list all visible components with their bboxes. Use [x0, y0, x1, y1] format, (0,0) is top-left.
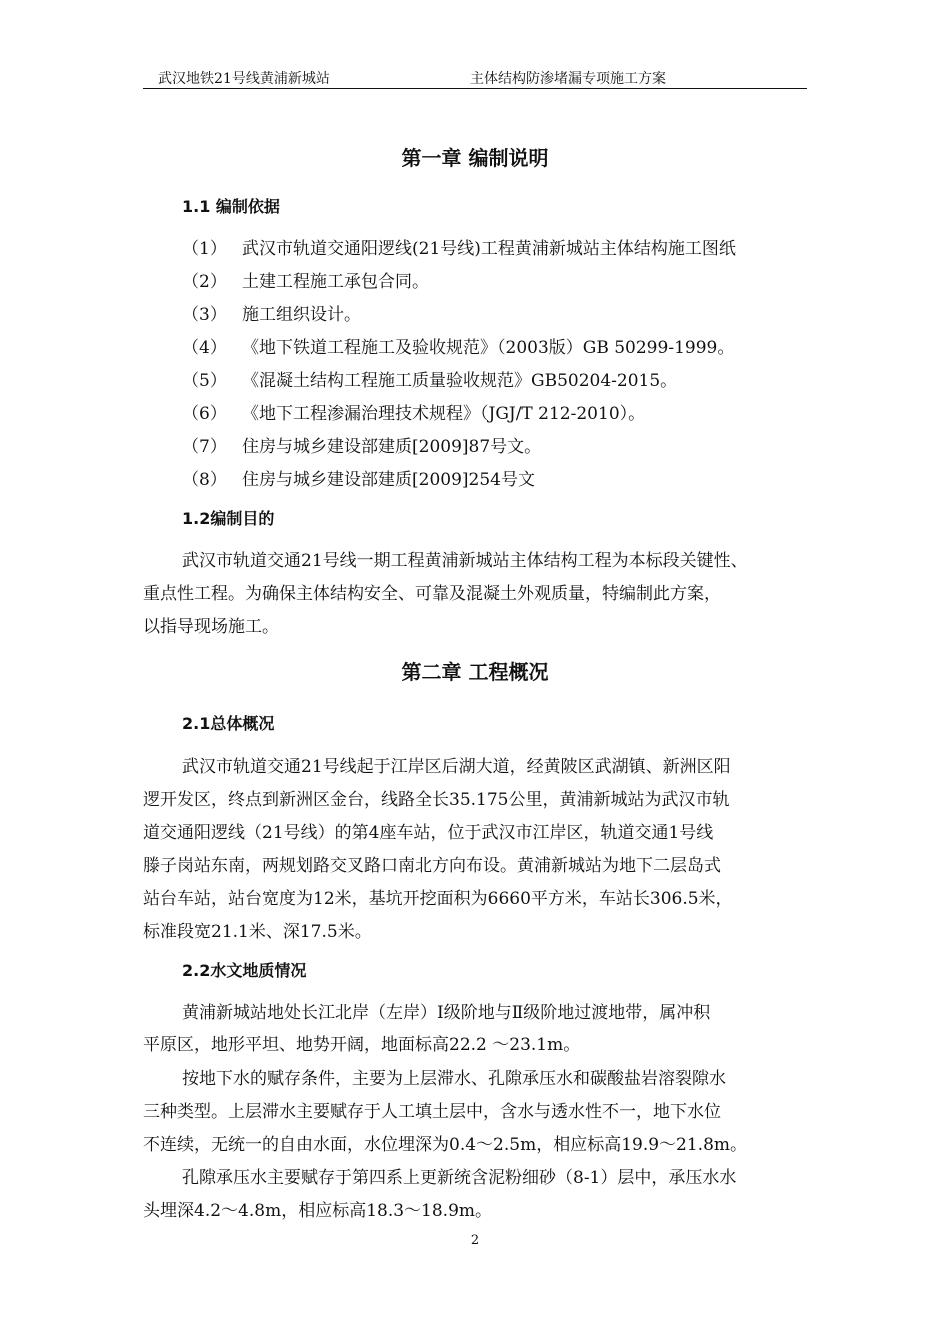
- header-project-name: 武汉地铁21号线黄浦新城站: [158, 71, 330, 87]
- list-item: （6） 《地下工程渗漏治理技术规程》（JGJ/T 212-2010）。: [182, 404, 646, 424]
- paragraph-line: 站台车站，站台宽度为12米，基坑开挖面积为6660平方米，车站长306.5米，: [143, 889, 733, 909]
- paragraph-line: 武汉市轨道交通21号线起于江岸区后湖大道，经黄陂区武湖镇、新洲区阳: [182, 757, 731, 777]
- list-item: （1） 武汉市轨道交通阳逻线(21号线)工程黄浦新城站主体结构施工图纸: [182, 239, 736, 259]
- list-item: （3） 施工组织设计。: [182, 305, 361, 325]
- list-item: （5） 《混凝土结构工程施工质量验收规范》GB50204-2015。: [182, 371, 678, 391]
- paragraph-line: 武汉市轨道交通21号线一期工程黄浦新城站主体结构工程为本标段关键性、: [182, 551, 748, 571]
- section-1-1-title: 1.1 编制依据: [182, 197, 280, 216]
- list-item: （8） 住房与城乡建设部建质[2009]254号文: [182, 470, 535, 490]
- paragraph-line: 孔隙承压水主要赋存于第四系上更新统含泥粉细砂（8-1）层中，承压水水: [182, 1168, 737, 1188]
- section-2-1-title: 2.1总体概况: [182, 714, 275, 733]
- paragraph-line: 黄浦新城站地处长江北岸（左岸）Ⅰ级阶地与Ⅱ级阶地过渡地带，属冲积: [182, 1003, 711, 1023]
- chapter1-title: 第一章 编制说明: [401, 146, 549, 170]
- paragraph-line: 头埋深4.2～4.8m，相应标高18.3～18.9m。: [143, 1201, 493, 1221]
- list-item: （7） 住房与城乡建设部建质[2009]87号文。: [182, 437, 542, 457]
- list-item: （4） 《地下铁道工程施工及验收规范》（2003版）GB 50299-1999。: [182, 338, 735, 358]
- section-2-2-title: 2.2水文地质情况: [182, 961, 307, 980]
- list-item: （2） 土建工程施工承包合同。: [182, 272, 429, 292]
- paragraph-line: 重点性工程。为确保主体结构安全、可靠及混凝土外观质量，特编制此方案，: [143, 584, 721, 604]
- page-number: 2: [470, 1233, 480, 1248]
- paragraph-line: 不连续，无统一的自由水面，水位埋深为0.4～2.5m，相应标高19.9～21.8m。: [143, 1135, 748, 1155]
- paragraph-line: 按地下水的赋存条件，主要为上层滞水、孔隙承压水和碳酸盐岩溶裂隙水: [182, 1069, 726, 1089]
- paragraph-line: 以指导现场施工。: [143, 617, 279, 637]
- header-document-title: 主体结构防渗堵漏专项施工方案: [470, 71, 666, 87]
- paragraph-line: 滕子岗站东南，两规划路交叉路口南北方向布设。黄浦新城站为地下二层岛式: [143, 856, 721, 876]
- page-header: [143, 66, 807, 89]
- paragraph-line: 逻开发区，终点到新洲区金台，线路全长35.175公里，黄浦新城站为武汉市轨: [143, 790, 730, 810]
- section-1-2-title: 1.2编制目的: [182, 509, 275, 528]
- paragraph-line: 标准段宽21.1米、深17.5米。: [143, 922, 372, 942]
- paragraph-line: 三种类型。上层滞水主要赋存于人工填土层中，含水与透水性不一，地下水位: [143, 1102, 721, 1122]
- chapter2-title: 第二章 工程概况: [401, 660, 549, 684]
- paragraph-line: 道交通阳逻线（21号线）的第4座车站，位于武汉市江岸区，轨道交通1号线: [143, 823, 714, 843]
- paragraph-line: 平原区，地形平坦、地势开阔，地面标高22.2 ～23.1m。: [143, 1035, 581, 1055]
